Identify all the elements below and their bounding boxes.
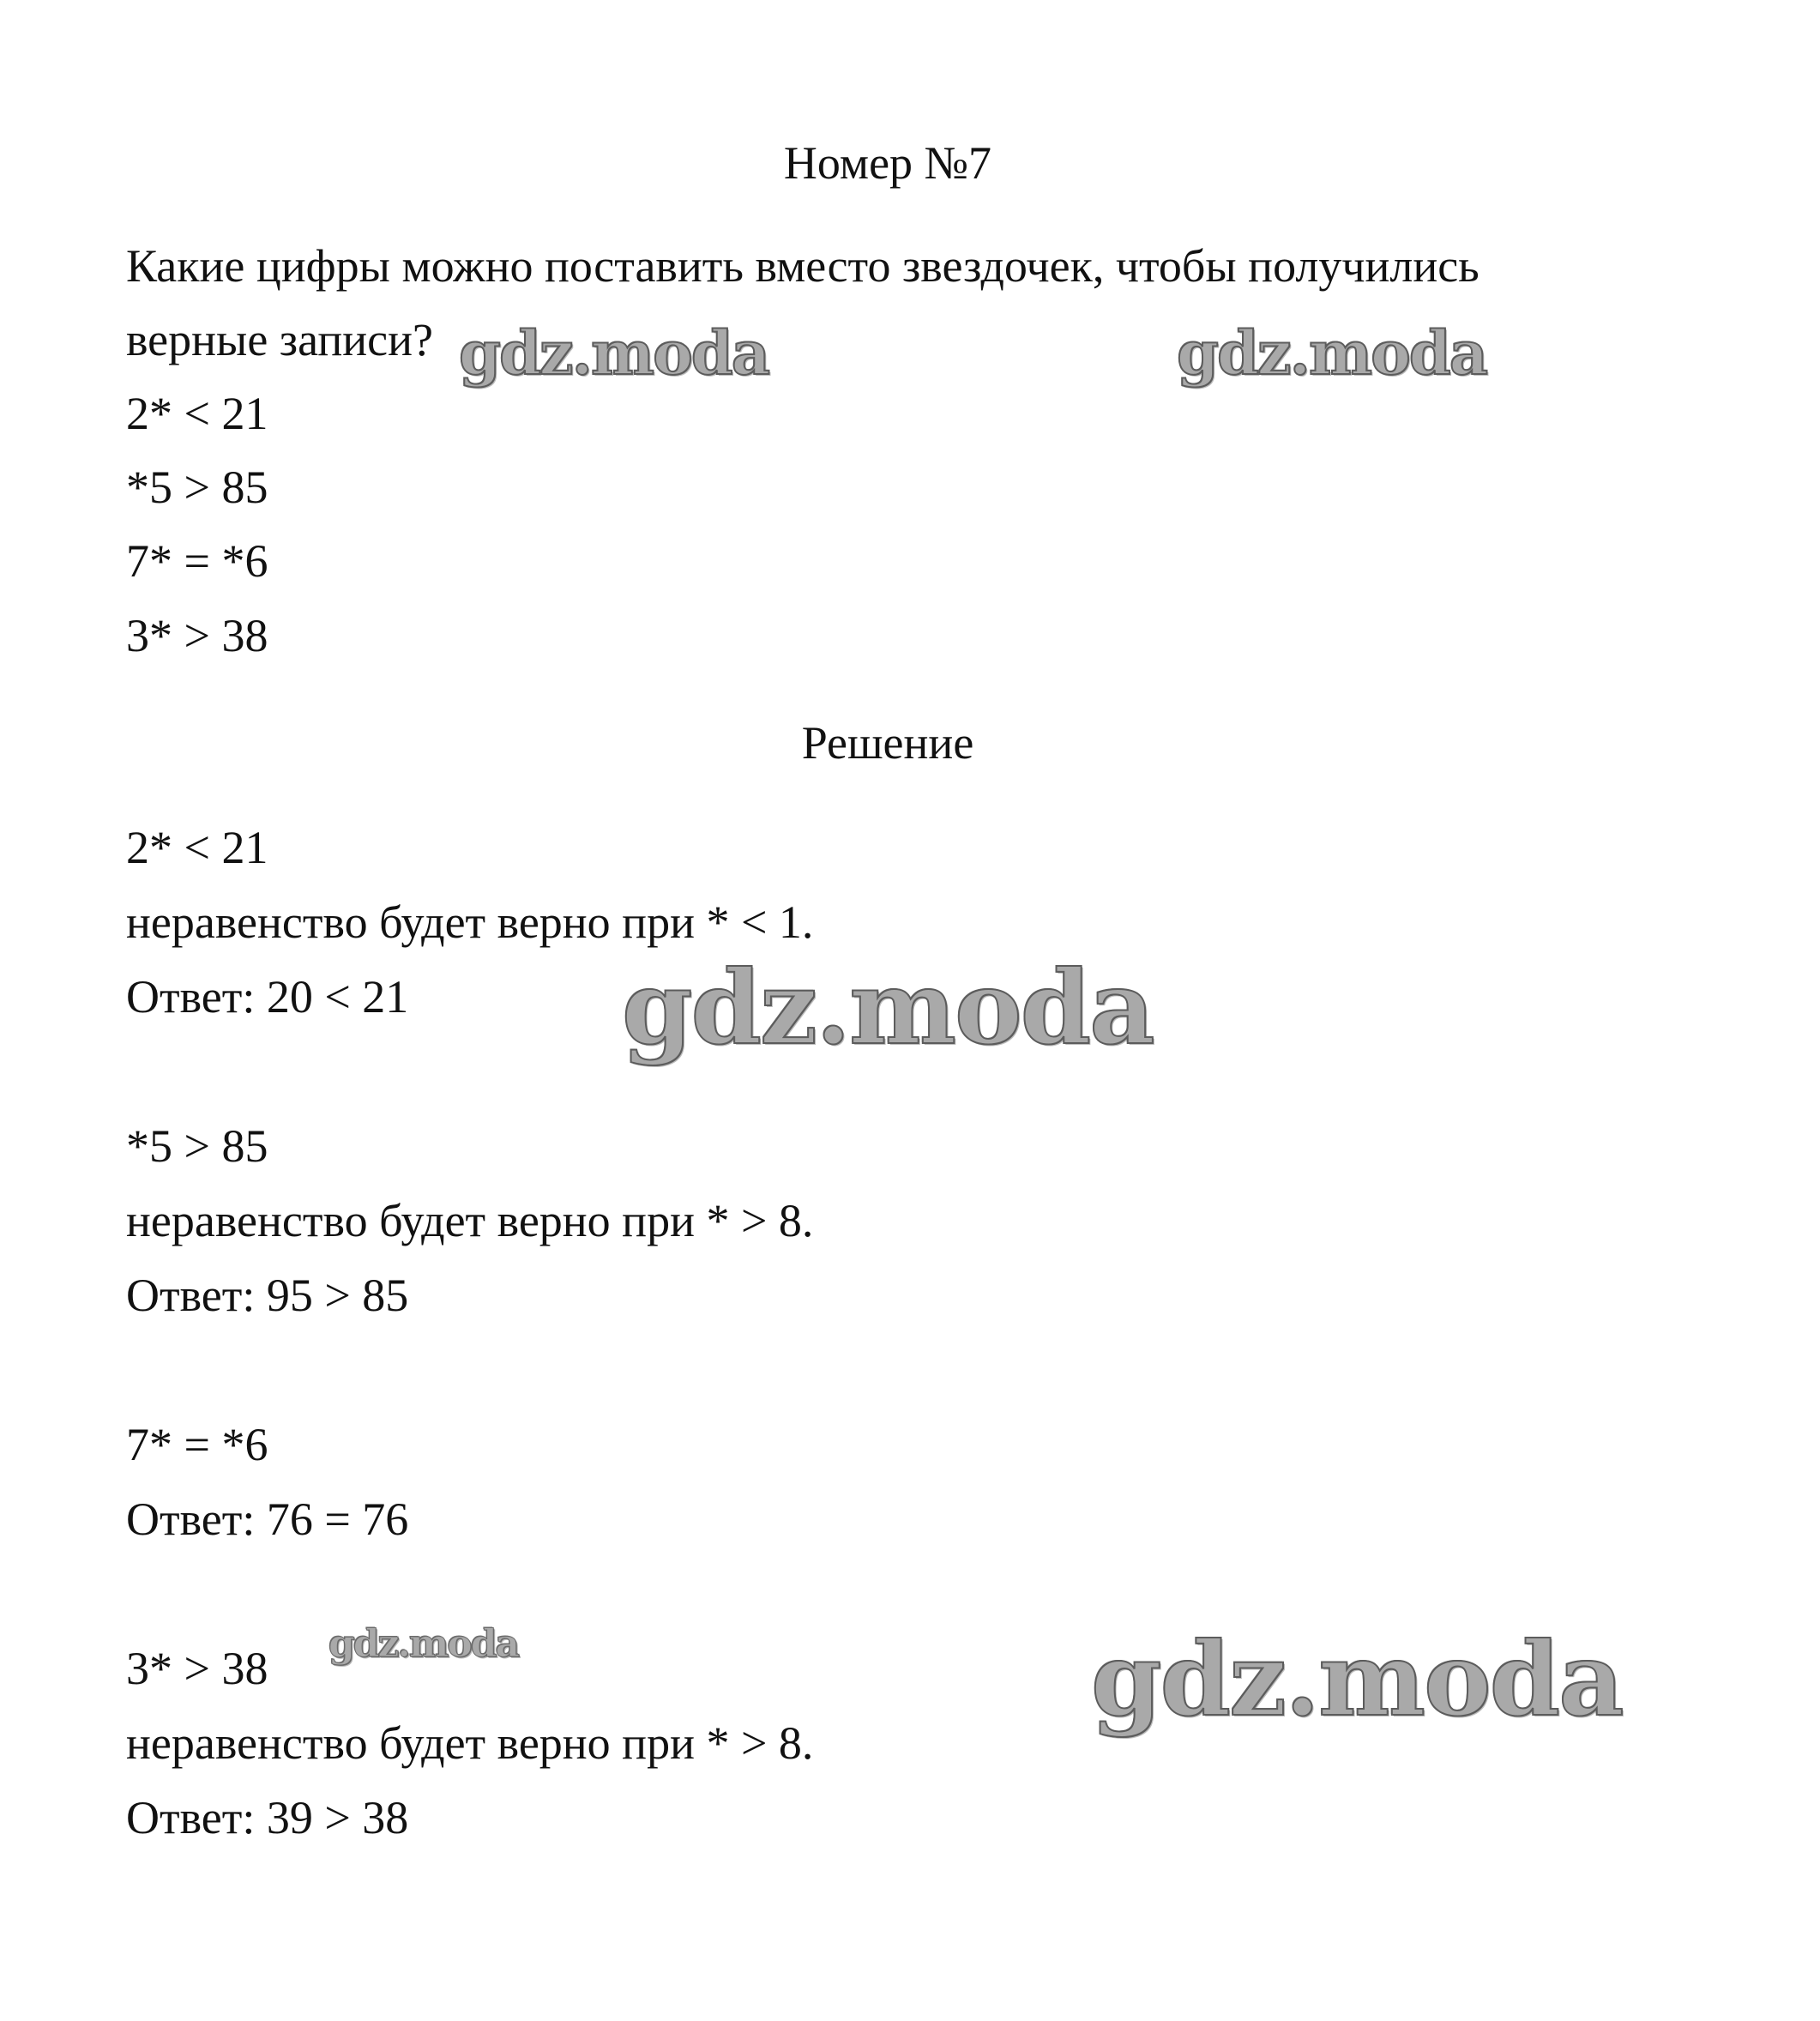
- task-text-line-1: Какие цифры можно поставить вместо звездочек, чтобы получились: [126, 240, 1480, 292]
- task-item-2: *5 > 85: [126, 462, 268, 513]
- watermark: gdz.moda: [459, 317, 769, 389]
- solution-4-answer: Ответ: 39 > 38: [126, 1792, 409, 1843]
- watermark: gdz.moda: [1177, 317, 1487, 389]
- solution-1-condition: неравенство будет верно при * < 1.: [126, 896, 814, 948]
- solution-4-expression: 3* > 38: [126, 1643, 268, 1694]
- page-title: Номер №7: [783, 137, 992, 189]
- task-item-1: 2* < 21: [126, 388, 268, 439]
- solution-1-answer: Ответ: 20 < 21: [126, 971, 409, 1023]
- solution-3-expression: 7* = *6: [126, 1419, 268, 1470]
- watermark: gdz.moda: [328, 1622, 519, 1666]
- watermark: gdz.moda: [1091, 1620, 1623, 1739]
- solution-4-condition: неравенство будет верно при * > 8.: [126, 1717, 814, 1769]
- task-text-line-2: верные записи?: [126, 314, 434, 365]
- watermark: gdz.moda: [622, 948, 1154, 1067]
- solution-heading: Решение: [801, 717, 974, 769]
- solution-2-answer: Ответ: 95 > 85: [126, 1270, 409, 1321]
- task-item-3: 7* = *6: [126, 535, 268, 587]
- solution-3-answer: Ответ: 76 = 76: [126, 1493, 409, 1545]
- solution-1-expression: 2* < 21: [126, 822, 268, 873]
- task-item-4: 3* > 38: [126, 610, 268, 661]
- solution-2-expression: *5 > 85: [126, 1120, 268, 1172]
- solution-2-condition: неравенство будет верно при * > 8.: [126, 1195, 814, 1246]
